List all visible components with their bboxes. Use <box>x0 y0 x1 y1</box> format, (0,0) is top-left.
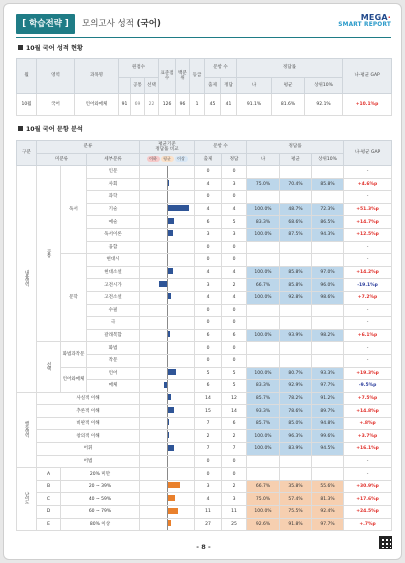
mid-class-label: 화법과작문 <box>61 342 87 367</box>
gap-bar-cell <box>140 367 195 380</box>
mega-logo: MEGA· SMART REPORT <box>338 13 391 28</box>
gap-bar-cell <box>140 493 195 506</box>
table-row: 융합 0 0 - <box>17 241 392 254</box>
page-number: - 8 - <box>196 543 211 551</box>
gap-bar-cell <box>140 405 195 418</box>
gap-bar-cell <box>140 329 195 342</box>
legend-below: 이하 <box>147 156 160 162</box>
gap-bar <box>168 482 181 488</box>
gap-bar-cell <box>140 468 195 481</box>
table-row: 내용영역 공통 독서 인문 0 0 - <box>17 166 392 179</box>
grade-label: C <box>37 493 61 506</box>
section2-title: 10월 국어 문항 분석 <box>18 126 83 134</box>
gap-bar <box>168 293 171 299</box>
qr-code-icon <box>379 536 392 549</box>
sub-class-label: 어법 <box>37 455 140 468</box>
zero-line <box>167 456 168 468</box>
table-row: 극 0 0 - <box>17 317 392 330</box>
gap-bar <box>168 520 171 526</box>
gap-bar <box>168 369 176 375</box>
sub-class-label: 비판적 이해 <box>37 417 140 430</box>
gap-bar-cell <box>140 203 195 216</box>
table-row: 언어와매체 언어 5 5 100.0% 80.7% 93.3% +19.3%p <box>17 367 392 380</box>
table-row: 문학 현대시 0 0 - <box>17 254 392 267</box>
square-bullet-icon <box>18 126 23 131</box>
sub-class-label: 독서이론 <box>87 228 140 241</box>
sub-class-label: 수필 <box>87 304 140 317</box>
zero-line <box>167 317 168 329</box>
sub-class-label: 화법 <box>87 342 140 355</box>
gap-bar <box>168 218 174 224</box>
table-row: 추론적 이해 15 14 93.3% 78.6% 89.7% +14.8%p <box>17 405 392 418</box>
mid-class-label: 문학 <box>61 254 87 342</box>
table-row: 현대소설 4 4 100.0% 85.8% 97.0% +14.2%p <box>17 266 392 279</box>
table-row: 난이도 A 20% 미만 0 0 - <box>17 468 392 481</box>
gap-bar <box>168 205 190 211</box>
legend-above: 이상 <box>175 156 188 162</box>
gap-bar <box>168 445 175 451</box>
gap-bar <box>164 382 168 388</box>
gap-bar <box>168 230 173 236</box>
gap-bar-cell <box>140 430 195 443</box>
gap-bar <box>168 180 170 186</box>
gap-bar <box>168 407 174 413</box>
gap-bar-cell <box>140 354 195 367</box>
report-page <box>3 3 402 560</box>
zero-line <box>167 468 168 480</box>
table-row: 갈래복합 6 6 100.0% 93.9% 98.2% +6.1%p <box>17 329 392 342</box>
sub-class-label: 예술 <box>87 216 140 229</box>
table-row: 과학 0 0 - <box>17 191 392 204</box>
table-row: 고전소설 4 4 100.0% 92.8% 98.6% +7.2%p <box>17 291 392 304</box>
section-tag: [ 학습전략 ] <box>16 14 75 34</box>
gap-bar-cell <box>140 279 195 292</box>
group-label: 내용영역 <box>17 166 37 393</box>
table-row: 작문 0 0 - <box>17 354 392 367</box>
sub-class-label: 기술 <box>87 203 140 216</box>
table-row: 매체 6 5 83.3% 92.9% 97.7% -9.5%p <box>17 380 392 393</box>
zero-line <box>167 305 168 317</box>
class-label: 선택 <box>37 342 61 392</box>
sub-class-label: 추론적 이해 <box>37 405 140 418</box>
sub-class-label: 고전시가 <box>87 279 140 292</box>
table-row: 어법 0 0 - <box>17 455 392 468</box>
table-row: 사회 4 3 75.0% 70.4% 85.8% +4.6%p <box>17 178 392 191</box>
sub-class-label: 매체 <box>87 380 140 393</box>
gap-bar-cell <box>140 317 195 330</box>
section1-title: 10월 국어 성적 현황 <box>18 45 83 53</box>
table-row: 독서이론 3 3 100.0% 87.5% 94.3% +12.5%p <box>17 228 392 241</box>
sub-class-label: 현대소설 <box>87 266 140 279</box>
sub-class-label: 언어 <box>87 367 140 380</box>
table-row: 수필 0 0 - <box>17 304 392 317</box>
group-label: 난이도 <box>17 468 37 531</box>
gap-bar-cell <box>140 518 195 531</box>
gap-bar-cell <box>140 455 195 468</box>
sub-class-label: 현대시 <box>87 254 140 267</box>
gap-bar-cell <box>140 254 195 267</box>
table-row: 선택 화법과작문 화법 0 0 - <box>17 342 392 355</box>
gap-bar-cell <box>140 266 195 279</box>
zero-line <box>167 191 168 203</box>
gap-bar-cell <box>140 228 195 241</box>
table-row: B 20 ~ 39% 3 2 66.7% 35.8% 55.6% +30.9%p <box>17 480 392 493</box>
gap-bar-cell <box>140 241 195 254</box>
sub-class-label: 60 ~ 79% <box>61 506 140 519</box>
header-divider <box>16 37 391 38</box>
grade-label: D <box>37 506 61 519</box>
gap-bar-cell <box>140 480 195 493</box>
gap-bar-cell <box>140 506 195 519</box>
mid-class-label: 독서 <box>61 166 87 254</box>
gap-bar-cell <box>140 392 195 405</box>
gap-bar <box>168 495 175 501</box>
sub-class-label: 사실적 이해 <box>37 392 140 405</box>
gap-bar <box>168 268 174 274</box>
sub-class-label: 어휘 <box>37 443 140 456</box>
gap-bar-cell <box>140 417 195 430</box>
gap-bar <box>168 508 178 514</box>
legend-average: 평균 <box>161 156 174 162</box>
sub-class-label: 창의적 이해 <box>37 430 140 443</box>
sub-class-label: 고전소설 <box>87 291 140 304</box>
zero-line <box>167 254 168 266</box>
sub-class-label: 과학 <box>87 191 140 204</box>
sub-class-label: 20 ~ 39% <box>61 480 140 493</box>
mid-class-label: 언어와매체 <box>61 367 87 392</box>
zero-line <box>167 342 168 354</box>
gap-bar-cell <box>140 166 195 179</box>
sub-class-label: 80% 이상 <box>61 518 140 531</box>
zero-line <box>167 166 168 178</box>
gap-bar-cell <box>140 443 195 456</box>
group-label: 행동영역 <box>17 392 37 468</box>
page-header <box>16 14 391 34</box>
sub-class-label: 40 ~ 59% <box>61 493 140 506</box>
table-row: 행동영역 사실적 이해 14 12 85.7% 78.2% 91.2% +7.5%p <box>17 392 392 405</box>
sub-class-label: 인문 <box>87 166 140 179</box>
sub-class-label: 극 <box>87 317 140 330</box>
table-row: E 80% 이상 27 25 92.6% 91.8% 97.7% +.7%p <box>17 518 392 531</box>
gap-bar <box>168 331 171 337</box>
gap-bar <box>159 281 167 287</box>
gap-bar-cell <box>140 178 195 191</box>
sub-class-label: 갈래복합 <box>87 329 140 342</box>
gap-bar-cell <box>140 216 195 229</box>
sub-class-label: 20% 미만 <box>61 468 140 481</box>
table-row: D 60 ~ 79% 11 11 100.0% 75.5% 92.4% +24.5%p <box>17 506 392 519</box>
sub-class-label: 융합 <box>87 241 140 254</box>
zero-line <box>167 242 168 254</box>
gap-bar-cell <box>140 342 195 355</box>
gap-bar <box>168 432 170 438</box>
grade-label: E <box>37 518 61 531</box>
table-row: 비판적 이해 7 6 85.7% 85.0% 94.8% +.8%p <box>17 417 392 430</box>
table-row: 어휘 7 7 100.0% 83.9% 94.5% +16.1%p <box>17 443 392 456</box>
table-row: C 40 ~ 59% 4 3 75.0% 57.4% 81.3% +17.6%p <box>17 493 392 506</box>
table-row: 예술 6 5 83.3% 68.6% 86.5% +14.7%p <box>17 216 392 229</box>
gap-bar-cell <box>140 380 195 393</box>
page-title: 모의고사 성적 (국어) <box>82 19 161 29</box>
gap-bar <box>168 394 171 400</box>
item-analysis-table: 구분 분류 평균기준 정답률 비교 문항 수 정답률 나-평균 GAP 미분류 세부분류 이하 평균 이상 출제 정답 나 평균 상위10% 내용영역 공통 독서 인문 0 0 - 사회 4 3 75.0% 70.4% 85.8% +4.6%p 과학 0 0 - 기술 4 4 100.0% 48.7% 72.3% +51.3%p 예술 6 5 83.3% 68.6% 86.5% +14.7%p 독서이론 3 3 100.0% 87.5% 94.3% +12.5%p 융합 0 0 - 문학 현대시 0 0 - 현대소설 4 4 100.0% 85.8% 97.0% +14.2%p 고전시가 3 2 66.7% 85.8% 96.0% -19.1%p 고전소설 4 4 100.0% 92.8% 98.6% +7.2%p 수필 0 0 - 극 0 0 - 갈래복합 6 6 100.0% 93.9% 98.2% +6.1%p 선택 화법과작문 화법 0 0 - 작문 0 0 - 언어와매체 언어 5 5 100.0% 80.7% 93.3% +19.3%p 매체 6 5 83.3% 92.9% 97.7% -9.5%p 행동영역 사실적 이해 14 12 85.7% 78.2% 91.2% +7.5%p 추론적 이해 15 14 93.3% 78.6% 89.7% +14.8%p 비판적 이해 7 6 85.7% 85.0% 94.8% +.8%p 창의적 이해 2 2 100.0% 96.3% 99.6% +3.7%p 어휘 7 7 100.0% 83.9% 94.5% +16.1%p 어법 0 0 - 난이도 A 20% 미만 0 0 - B 20 ~ 39% 3 2 66.7% 35.8% 55.6% +30.9%p C 40 ~ 59% 4 3 75.0% 57.4% 81.3% +17.6%p D 60 ~ 79% 11 11 100.0% 75.5% 92.4% +24.5%p E 80% 이상 27 25 92.6% 91.8% 97.7% +.7%p <box>16 140 392 531</box>
gap-bar-cell <box>140 191 195 204</box>
table-row: 10월 국어 언어와매체 91 69 22 126 96 1 45 41 91.1% 81.6% 92.1% +10.1%p <box>17 94 392 116</box>
gap-bar-cell <box>140 291 195 304</box>
grade-label: B <box>37 480 61 493</box>
table-row: 기술 4 4 100.0% 48.7% 72.3% +51.3%p <box>17 203 392 216</box>
score-summary-table: 월 영역 과목명 원점수 표준점수 백분위 등급 문항 수 정답률 나-평균 GAP 공통 선택 출제 정답 나 평균 상위10% 10월 국어 언어와매체 91 69 22 126 96 1 45 41 91.1% 81.6% 92.1% +10.1%p <box>16 58 392 116</box>
table-row: 창의적 이해 2 2 100.0% 96.3% 99.6% +3.7%p <box>17 430 392 443</box>
gap-bar-cell <box>140 304 195 317</box>
class-label: 공통 <box>37 166 61 342</box>
grade-label: A <box>37 468 61 481</box>
sub-class-label: 사회 <box>87 178 140 191</box>
square-bullet-icon <box>18 45 23 50</box>
zero-line <box>167 355 168 367</box>
sub-class-label: 작문 <box>87 354 140 367</box>
table-row: 고전시가 3 2 66.7% 85.8% 96.0% -19.1%p <box>17 279 392 292</box>
